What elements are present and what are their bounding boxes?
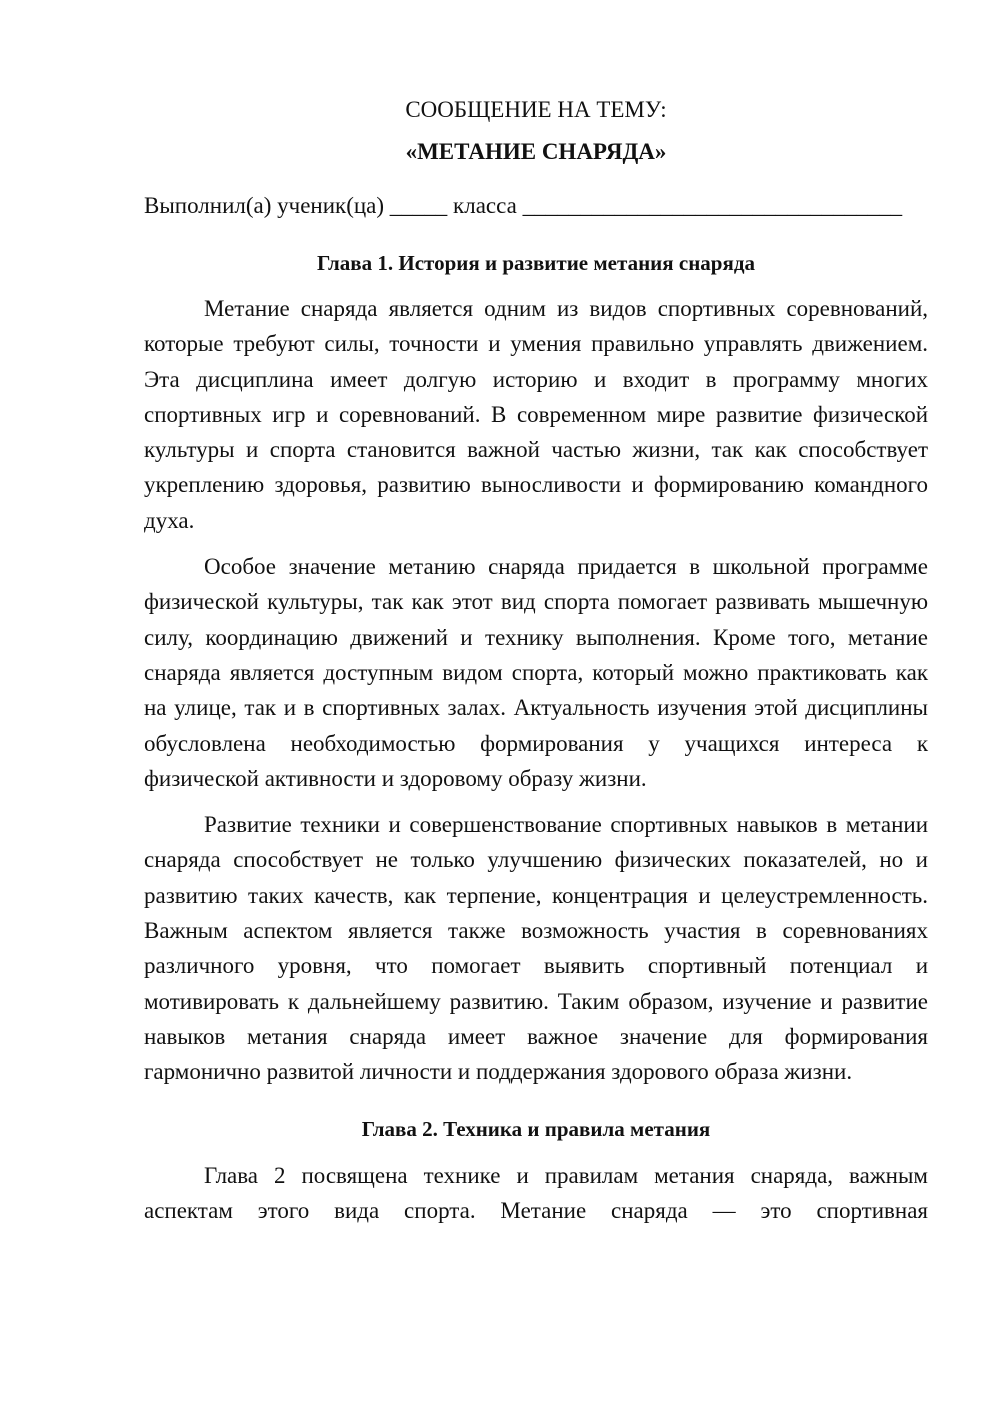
document-title-line-1: СООБЩЕНИЕ НА ТЕМУ: — [405, 97, 667, 122]
chapter-1-title: Глава 1. История и развитие метания снаряда — [317, 251, 755, 275]
chapter-1-paragraph-1: Метание снаряда является одним из видов спортивных соревнований, которые требуют силы, точности и умения правильно управлять движением. Эта дисциплина имеет долгую историю и входит в программу многих спортивных игр и соревнований. В современном мире развитие физической культуры и спорта становится важной частью жизни, так как способствует укреплению здоровья, развитию выносливости и формированию командного духа. — [144, 296, 928, 533]
document-title-line-2: «МЕТАНИЕ СНАРЯДА» — [405, 139, 667, 164]
document-page — [144, 90, 928, 1228]
chapter-1-paragraph-2: Особое значение метанию снаряда придается в школьной программе физической культуры, так как этот вид спорта помогает развивать мышечную силу, координацию движений и технику выполнения. Кроме того, метание снаряда является доступным видом спорта, который можно практиковать как на улице, так и в спортивных залах. Актуальность изучения этой дисциплины обусловлена необходимостью формирования у учащихся интереса к физической активности и здоровому образу жизни. — [144, 554, 928, 791]
chapter-2-title: Глава 2. Техника и правила метания — [361, 1116, 711, 1141]
chapter-2-paragraph-1: Глава 2 посвящена технике и правилам метания снаряда, важным аспектам этого вида спорта. Метание снаряда — это спортивная — [144, 1162, 928, 1223]
author-line: Выполнил(а) ученик(ца) _____ класса _________________________________ — [144, 193, 903, 218]
chapter-1-paragraph-3: Развитие техники и совершенствование спортивных навыков в метании снаряда способствует не только улучшению физических показателей, но и развитию таких качеств, как терпение, концентрация и целеустремленность. Важным аспектом является также возможность участия в соревнованиях различного уровня, что помогает выявить спортивный потенциал и мотивировать к дальнейшему развитию. Таким образом, изучение и развитие навыков метания снаряда имеет важное значение для формирования гармонично развитой личности и поддержания здорового образа жизни. — [144, 812, 928, 1085]
